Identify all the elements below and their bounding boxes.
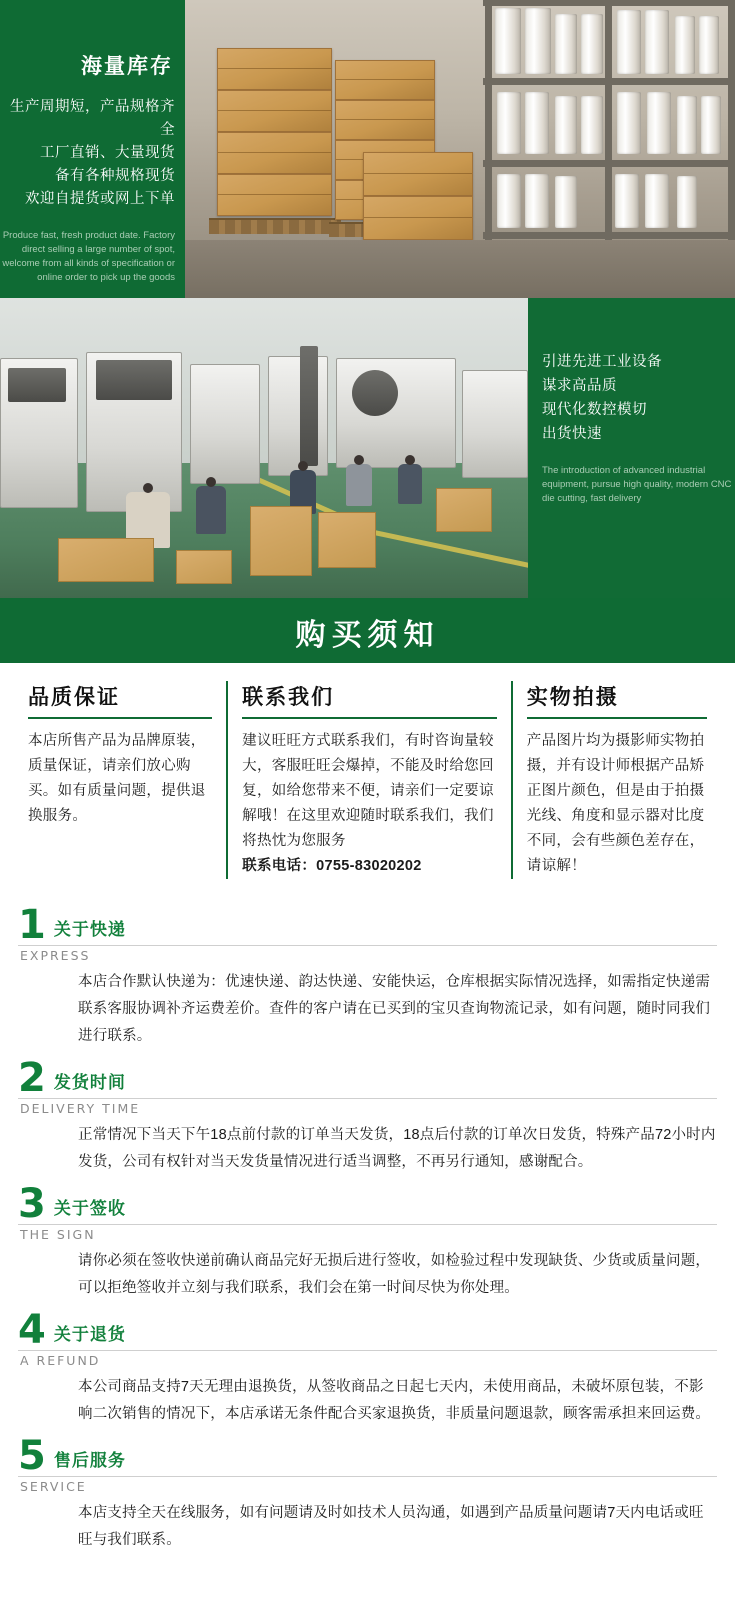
faq-body: 本店支持全天在线服务，如有问题请及时如技术人员沟通，如遇到产品质量问题请7天内电话或旺旺与我们联系。 xyxy=(78,1505,704,1548)
hero-stock-line-3: 备有各种规格现货 xyxy=(55,168,175,184)
faq-number: 5 xyxy=(18,1433,46,1479)
purchase-notice-title: 购买须知 xyxy=(295,618,440,653)
hero-stock-english: Produce fast, fresh product date. Factory direct selling a large number of spot, welcome from all kinds of specification or online order to pick up the goods xyxy=(2,230,175,283)
hero-workshop-lines xyxy=(542,350,735,446)
faq-title-en: DELIVERY TIME xyxy=(20,1101,141,1116)
faq-item-service xyxy=(0,1434,735,1560)
notice-column-photo-title: 实物拍摄 xyxy=(526,686,619,709)
divider xyxy=(242,717,497,719)
notice-column-contact-text: 建议旺旺方式联系我们，有时咨询量较大，客服旺旺会爆掉，不能及时给您回复，如给您带来不便，请亲们一定要谅解哦！在这里欢迎随时联系我们，我们将热忱为您服务 xyxy=(242,733,494,849)
faq-section xyxy=(0,897,735,1582)
notice-column-photo-text: 产品图片均为摄影师实物拍摄，并有设计师根据产品矫正图片颜色，但是由于拍摄光线、角度和显示器对比度不同，会有些颜色差存在，请谅解！ xyxy=(526,733,705,874)
faq-title-cn: 关于签收 xyxy=(53,1199,126,1218)
hero-stock-line-4: 欢迎自提货或网上下单 xyxy=(25,191,175,207)
hero-workshop-text xyxy=(528,298,735,598)
faq-header xyxy=(18,902,717,948)
faq-header xyxy=(18,1307,717,1353)
faq-header xyxy=(18,1181,717,1227)
hero-stock-text xyxy=(0,0,185,298)
faq-body: 本店合作默认快递为：优速快递、韵达快递、安能快运，仓库根据实际情况选择，如需指定快递需联系客服协调补齐运费差价。查件的客户请在已买到的宝贝查询物流记录，如有问题，随时同我们进行联系。 xyxy=(78,974,711,1044)
faq-number: 1 xyxy=(18,902,46,948)
notice-column-quality-title: 品质保证 xyxy=(28,686,120,709)
faq-body: 正常情况下当天下午18点前付款的订单当天发货，18点后付款的订单次日发货，特殊产品72小时内发货，公司有权针对当天发货量情况进行适当调整，不再另行通知，感谢配合。 xyxy=(78,1127,716,1170)
divider xyxy=(28,717,212,719)
faq-item-delivery-time xyxy=(0,1056,735,1182)
faq-header xyxy=(18,1433,717,1479)
faq-title-cn: 发货时间 xyxy=(53,1073,126,1092)
purchase-notice-section xyxy=(0,598,735,897)
notice-column-quality xyxy=(14,681,228,879)
warehouse-photo xyxy=(185,0,735,298)
faq-body: 请你必须在签收快递前确认商品完好无损后进行签收，如检验过程中发现缺货、少货或质量问题，可以拒绝签收并立刻与我们联系，我们会在第一时间尽快为你处理。 xyxy=(78,1253,711,1296)
faq-item-sign xyxy=(0,1182,735,1308)
divider xyxy=(527,717,707,719)
hero-workshop-english: The introduction of advanced industrial equipment, pursue high quality, modern CNC die cutting, fast delivery xyxy=(542,465,732,504)
faq-body: 本公司商品支持7天无理由退换货，从签收商品之日起七天内，未使用商品，未破坏原包装，不影响二次销售的情况下，本店承诺无条件配合买家退换货，非质量问题退款，顾客需承担来回运费。 xyxy=(78,1379,711,1422)
faq-title-cn: 售后服务 xyxy=(53,1451,126,1470)
faq-number: 3 xyxy=(18,1181,46,1227)
faq-title-en: THE SIGN xyxy=(20,1227,96,1242)
faq-title-en: SERVICE xyxy=(20,1479,87,1494)
workshop-photo xyxy=(0,298,528,598)
hero-workshop-section xyxy=(0,298,735,598)
contact-phone[interactable]: 联系电话：0755-83020202 xyxy=(242,858,422,874)
notice-column-photo xyxy=(513,681,721,879)
faq-title-cn: 关于退货 xyxy=(53,1325,126,1344)
notice-column-contact-title: 联系我们 xyxy=(242,686,335,709)
faq-title-en: A REFUND xyxy=(20,1353,101,1368)
notice-column-quality-text: 本店所售产品为品牌原装，质量保证，请亲们放心购买。如有质量问题，提供退换服务。 xyxy=(28,733,206,824)
hero-stock-line-1: 生产周期短，产品规格齐全 xyxy=(10,99,175,138)
faq-item-refund xyxy=(0,1308,735,1434)
purchase-notice-banner xyxy=(0,601,735,663)
faq-number: 4 xyxy=(18,1307,46,1353)
hero-stock-lines xyxy=(0,96,175,211)
purchase-notice-columns xyxy=(0,663,735,897)
faq-number: 2 xyxy=(18,1055,46,1101)
faq-title-en: EXPRESS xyxy=(20,948,91,963)
hero-workshop-line-3: 现代化数控模切 xyxy=(542,402,647,418)
notice-column-contact xyxy=(228,681,513,879)
hero-workshop-line-4: 出货快速 xyxy=(542,426,602,442)
hero-stock-title: 海量库存 xyxy=(81,55,173,78)
hero-workshop-line-2: 谋求高品质 xyxy=(542,378,617,394)
hero-stock-section xyxy=(0,0,735,298)
hero-workshop-line-1: 引进先进工业设备 xyxy=(542,354,662,370)
faq-item-express xyxy=(0,903,735,1056)
hero-stock-line-2: 工厂直销、大量现货 xyxy=(40,145,175,161)
faq-header xyxy=(18,1055,717,1101)
faq-title-cn: 关于快递 xyxy=(53,920,126,939)
